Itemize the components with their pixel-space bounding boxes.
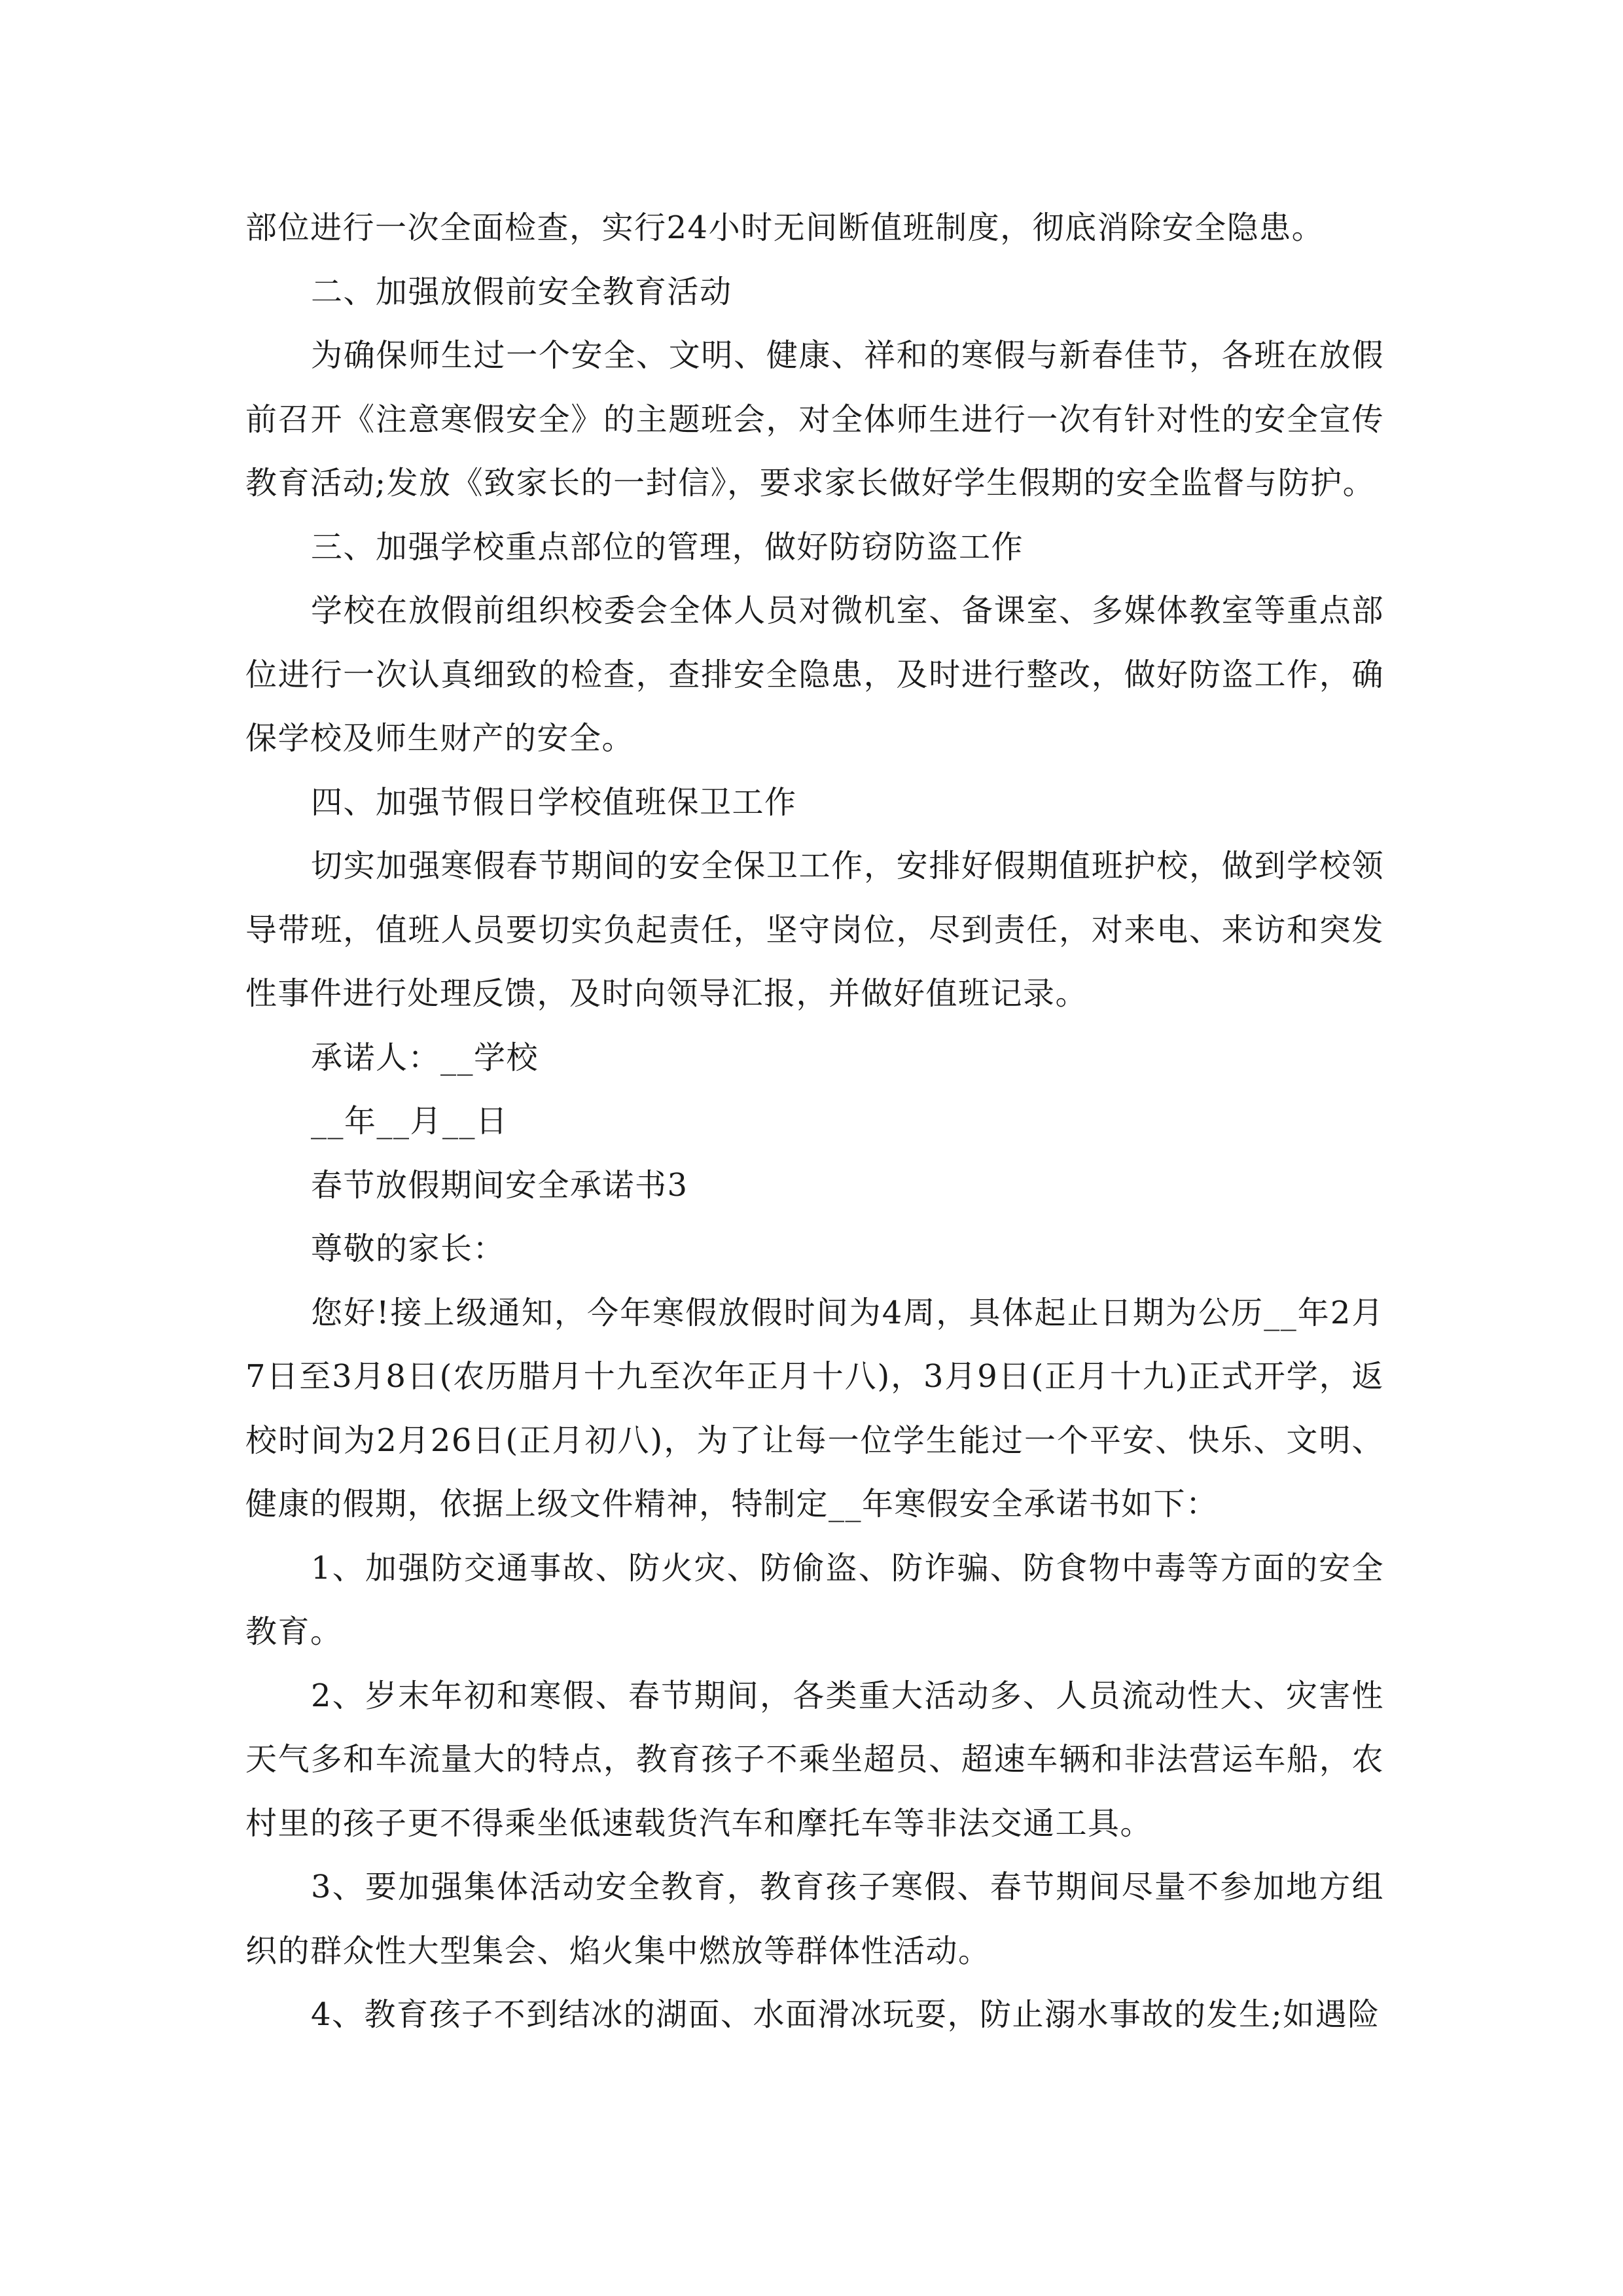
list-item: 2、岁末年初和寒假、春节期间，各类重大活动多、人员流动性大、灾害性天气多和车流量大的特点，教育孩子不乘坐超员、超速车辆和非法营运车船，农村里的孩子更不得乘坐低速载货汽车和摩托车等非法交通工具。 bbox=[245, 1677, 1384, 1842]
paragraph: 为确保师生过一个安全、文明、健康、祥和的寒假与新春佳节，各班在放假前召开《注意寒假安全》的主题班会，对全体师生进行一次有针对性的安全宣传教育活动;发放《致家长的一封信》，要求家长做好学生假期的安全监督与防护。 bbox=[245, 337, 1384, 501]
document-title: 春节放假期间安全承诺书3 bbox=[311, 1166, 688, 1204]
paragraph: 切实加强寒假春节期间的安全保卫工作，安排好假期值班护校，做到学校领导带班，值班人员要切实负起责任，坚守岗位，尽到责任，对来电、来访和突发性事件进行处理反馈，及时向领导汇报，并做好值班记录。 bbox=[245, 848, 1384, 1012]
signature-line: 承诺人：__学校 bbox=[311, 1039, 539, 1076]
date-line: __年__月__日 bbox=[311, 1103, 508, 1139]
paragraph: 您好!接上级通知，今年寒假放假时间为4周，具体起止日期为公历__年2月7日至3月8日(农历腊月十九至次年正月十八)，3月9日(正月十九)正式开学，返校时间为2月26日(正月初八)，为了让每一位学生能过一个平安、快乐、文明、健康的假期，依据上级文件精神，特制定__年寒假安全承诺书如下： bbox=[245, 1294, 1384, 1522]
section-heading-4: 四、加强节假日学校值班保卫工作 bbox=[311, 783, 797, 821]
salutation: 尊敬的家长： bbox=[311, 1230, 506, 1267]
list-item: 1、加强防交通事故、防火灾、防偷盗、防诈骗、防食物中毒等方面的安全教育。 bbox=[245, 1549, 1384, 1650]
section-heading-3: 三、加强学校重点部位的管理，做好防窃防盗工作 bbox=[311, 528, 1024, 565]
paragraph: 学校在放假前组织校委会全体人员对微机室、备课室、多媒体教室等重点部位进行一次认真细致的检查，查排安全隐患，及时进行整改，做好防盗工作，确保学校及师生财产的安全。 bbox=[245, 592, 1384, 757]
paragraph-continuation: 部位进行一次全面检查，实行24小时无间断值班制度，彻底消除安全隐患。 bbox=[245, 209, 1325, 246]
list-item: 3、要加强集体活动安全教育，教育孩子寒假、春节期间尽量不参加地方组织的群众性大型集会、焰火集中燃放等群体性活动。 bbox=[245, 1869, 1384, 1969]
section-heading-2: 二、加强放假前安全教育活动 bbox=[311, 273, 732, 310]
list-item: 4、教育孩子不到结冰的湖面、水面滑冰玩耍，防止溺水事故的发生;如遇险 bbox=[311, 1996, 1380, 2033]
document-body bbox=[245, 196, 1384, 2047]
